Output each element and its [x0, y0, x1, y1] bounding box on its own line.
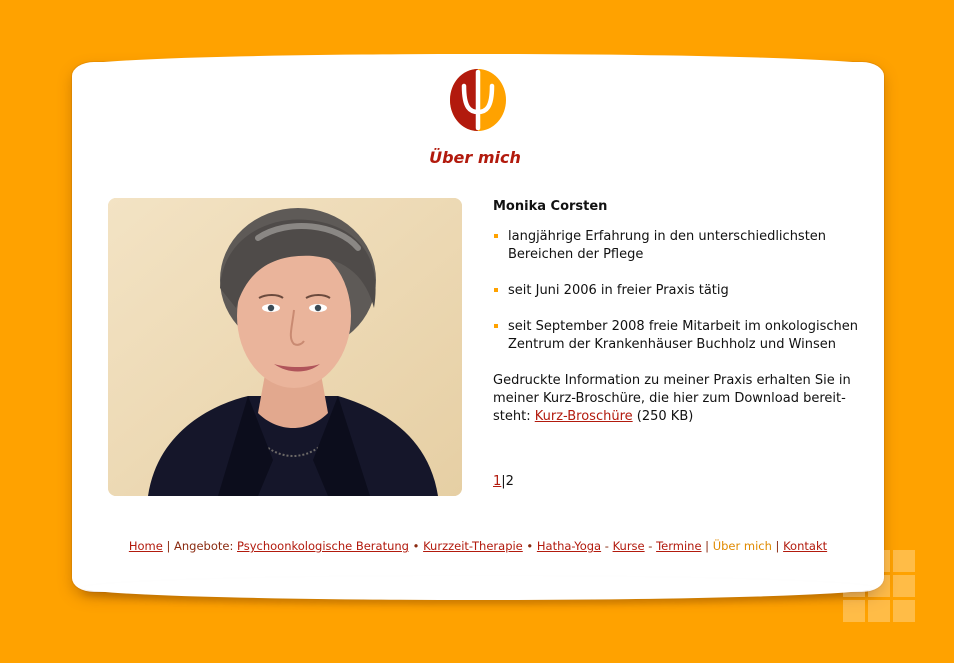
content-card [72, 62, 884, 592]
brochure-download-link[interactable]: Kurz-Broschüre [534, 409, 633, 424]
list-item: langjährige Erfahrung in den unterschiedlichsten Bereichen der Pflege [493, 228, 863, 264]
nav-termine[interactable]: Termine [656, 539, 702, 553]
profile-name: Monika Corsten [493, 199, 608, 214]
nav-angebote-label: Angebote: [174, 539, 237, 553]
pagination [493, 474, 514, 489]
page-2-current: 2 [505, 474, 514, 489]
portrait-photo [108, 198, 462, 496]
profile-content [493, 198, 863, 426]
nav-kurzzeit-therapie[interactable]: Kurzzeit-Therapie [423, 539, 523, 553]
page-title: Über mich [429, 148, 521, 167]
footer-nav [72, 539, 884, 553]
nav-separator: | [162, 539, 175, 553]
brochure-size: (250 KB) [636, 409, 694, 424]
nav-kontakt[interactable]: Kontakt [783, 539, 828, 553]
list-item: seit September 2008 freie Mitarbeit im onkologischen Zentrum der Krankenhäuser Buchholz und Winsen [493, 318, 863, 354]
psi-logo-icon [448, 66, 508, 132]
list-item: seit Juni 2006 in freier Praxis tätig [493, 282, 863, 300]
nav-dash: - [601, 539, 613, 553]
brochure-info-text: Gedruckte Information zu meiner Praxis erhalten Sie in meiner Kurz-Broschüre, die hier zum Download bereit-steht: [493, 373, 851, 424]
decorative-tiles [843, 550, 915, 622]
nav-kurse[interactable]: Kurse [612, 539, 645, 553]
nav-dash: - [644, 539, 657, 553]
nav-separator: | [771, 539, 784, 553]
nav-home[interactable]: Home [128, 539, 163, 553]
nav-ueber-mich-current: Über mich [712, 539, 772, 553]
nav-dot: • [522, 539, 537, 553]
nav-separator: | [701, 539, 713, 553]
nav-hatha-yoga[interactable]: Hatha-Yoga [536, 539, 602, 553]
brochure-info [493, 372, 863, 426]
experience-list [493, 228, 863, 354]
nav-psychoonkologische-beratung[interactable]: Psychoonkologische Beratung [237, 539, 409, 553]
pager-separator: | [501, 474, 506, 489]
page-1-link[interactable]: 1 [493, 474, 502, 489]
nav-dot: • [408, 539, 424, 553]
